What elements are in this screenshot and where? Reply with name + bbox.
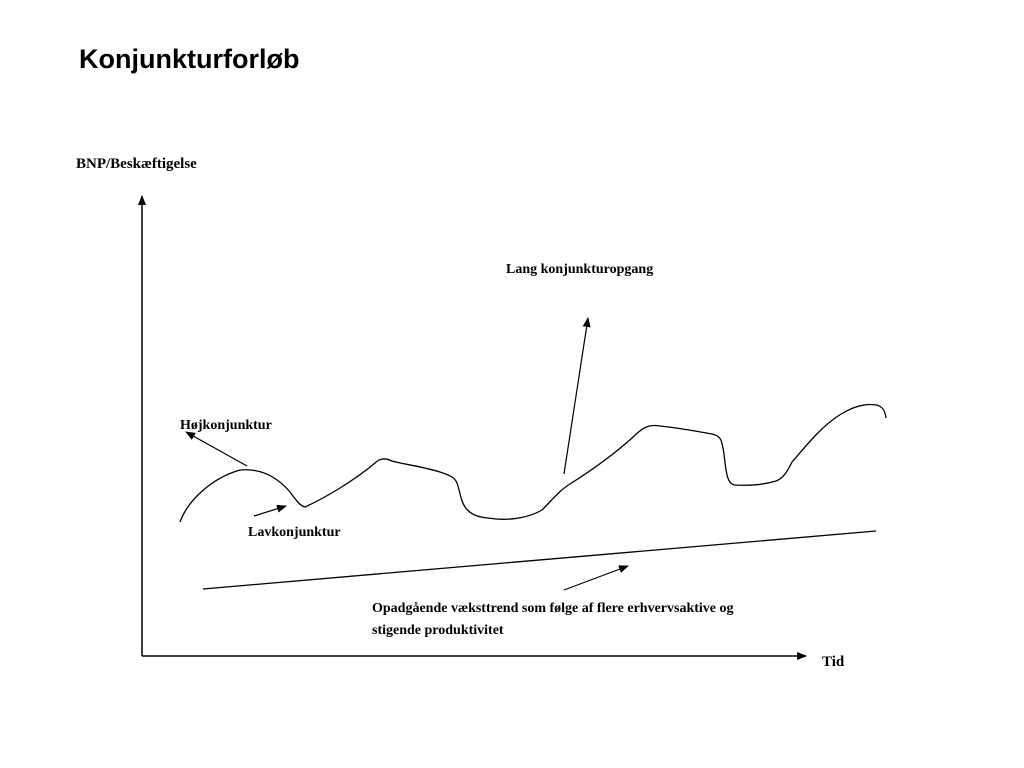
x-axis-label: Tid — [822, 654, 845, 670]
arrow-low — [254, 506, 286, 516]
slide-title: Konjunkturforløb — [79, 44, 300, 74]
arrow-high — [186, 432, 247, 466]
label-trend-line2: stigende produktivitet — [372, 623, 504, 638]
y-axis-label: BNP/Beskæftigelse — [76, 156, 197, 172]
label-low: Lavkonjunktur — [248, 525, 341, 540]
arrow-long-upswing — [564, 318, 588, 474]
label-high: Højkonjunktur — [180, 418, 272, 433]
arrow-trend — [564, 566, 628, 590]
label-long-upswing: Lang konjunkturopgang — [506, 262, 654, 277]
label-trend-line1: Opadgående væksttrend som følge af flere erhvervsaktive og — [372, 601, 734, 616]
business-cycle-curve — [180, 404, 886, 522]
